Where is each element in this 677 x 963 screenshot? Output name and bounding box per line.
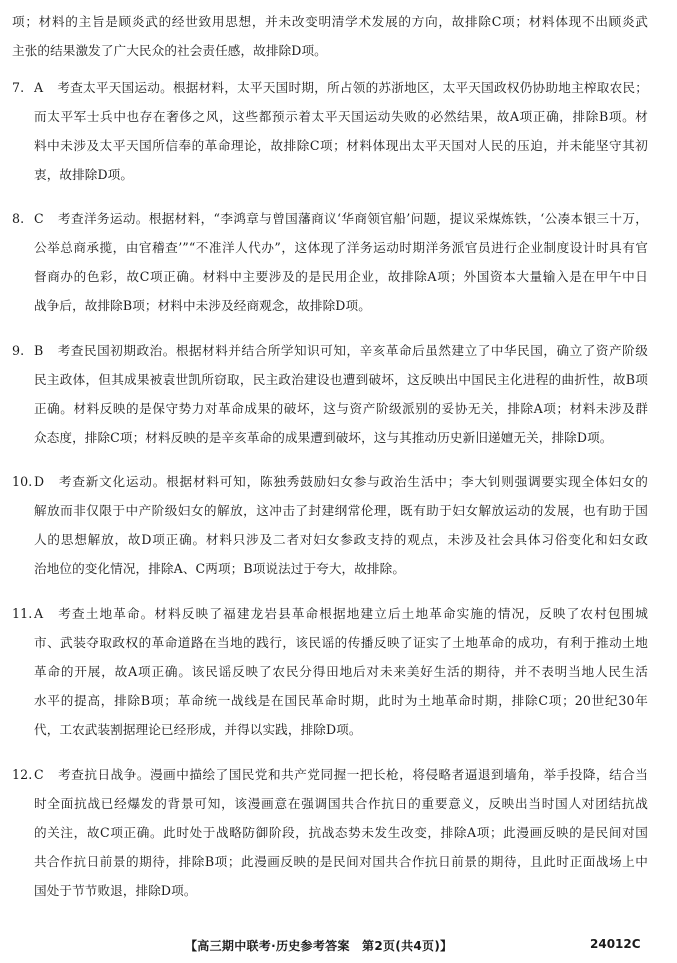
text-segment: 考查太平天国运动。根据材料，太平天国时期，所占领的苏浙地区，太平天国政权仍协助地主榨取农民； xyxy=(57,80,648,95)
text-segment: 考查抗日战争。漫画中描绘了国民党和共产党同握一把长枪，将侵略者逼退到墙角，举手投降，结合当 xyxy=(57,767,648,782)
text-line: 人的思想解放，故D项正确。材料只涉及二者对妇女参政支持的观点，未涉及社会具体习俗变化和妇女政 xyxy=(34,532,648,547)
answer-letter: A xyxy=(34,80,44,95)
answer-first-line xyxy=(12,80,648,96)
text-line: 国处于节节败退，排除D项。 xyxy=(34,883,197,898)
answer-number: 11. xyxy=(12,606,33,621)
text-segment: 考查土地革命。材料反映了福建龙岩县革命根据地建立后土地革命实施的情况，反映了农村包围城 xyxy=(57,606,648,621)
answer-number: 7. xyxy=(12,80,25,95)
text-line: 料中未涉及太平天国所信奉的革命理论，故排除C项；材料体现出太平天国对人民的压迫，并未能坚守其初 xyxy=(34,138,648,153)
answer-first-line xyxy=(12,343,648,359)
footer-code: 24012C xyxy=(590,937,641,951)
answer-letter: C xyxy=(34,211,44,226)
answer-first-line xyxy=(12,474,648,490)
page-footer xyxy=(0,937,677,955)
text-line: 督商办的色彩，故C项正确。材料中主要涉及的是民用企业，故排除A项；外国资本大量输入是在甲午中日 xyxy=(34,269,648,284)
answer-letter: D xyxy=(34,474,45,489)
text-line: 治地位的变化情况，排除A、C两项；B项说法过于夸大，故排除。 xyxy=(34,561,406,576)
text-line: 民主政体，但其成果被袁世凯所窃取，民主政治建设也遭到破坏，这反映出中国民主化进程的曲折性，故B项 xyxy=(34,372,648,387)
answer-letter: C xyxy=(34,767,44,782)
text-segment: 考查新文化运动。根据材料可知，陈独秀鼓励妇女参与政治生活中；李大钊则强调要实现全体妇女的 xyxy=(58,474,648,489)
text-line: 主张的结果激发了广大民众的社会责任感，故排除D项。 xyxy=(12,43,327,58)
text-line: 众态度，排除C项；材料反映的是辛亥革命的成果遭到破坏，这与其推动历史新旧递嬗无关，排除D项。 xyxy=(34,430,613,445)
text-segment: 考查民国初期政治。根据材料并结合所学知识可知，辛亥革命后虽然建立了中华民国，确立了资产阶级 xyxy=(57,343,648,358)
text-line: 共合作抗日前景的期待，排除B项；此漫画反映的是民间对国共合作抗日前景的期待，且此时正面战场上中 xyxy=(34,854,648,869)
text-line: 项；材料的主旨是顾炎武的经世致用思想，并未改变明清学术发展的方向，故排除C项；材料体现不出顾炎武 xyxy=(12,14,648,29)
text-line: 革命的开展，故A项正确。该民谣反映了农民分得田地后对未来美好生活的期待，并不表明当地人民生活 xyxy=(34,664,648,679)
answer-first-line xyxy=(12,211,648,227)
answer-letter: B xyxy=(34,343,44,358)
text-line: 战争后，故排除B项；材料中未涉及经商观念，故排除D项。 xyxy=(34,298,371,313)
answer-letter: A xyxy=(34,606,44,621)
answer-number: 9. xyxy=(12,343,25,358)
text-segment: 考查洋务运动。根据材料，“李鸿章与曾国藩商议‘华商领官船’问题，提议采煤炼铁，‘公凑本银三十万， xyxy=(57,211,648,226)
text-line: 正确。材料反映的是保守势力对革命成果的破坏，这与资产阶级派别的妥协无关，排除A项；材料未涉及群 xyxy=(34,401,648,416)
text-line: 解放而非仅限于中产阶级妇女的解放，这冲击了封建纲常伦理，既有助于妇女解放运动的发展，也有助于国 xyxy=(34,503,648,518)
text-line: 公举总商承揽，由官稽查’”“不准洋人代办”，这体现了洋务运动时期洋务派官员进行企业制度设计时具有官 xyxy=(34,240,648,255)
text-line: 时全面抗战已经爆发的背景可知，该漫画意在强调国共合作抗日的重要意义，反映出当时国人对团结抗战 xyxy=(34,796,648,811)
answer-number: 12. xyxy=(12,767,33,782)
footer-title: 【高三期中联考·历史参考答案 第2页(共4页)】 xyxy=(185,939,453,953)
answer-first-line xyxy=(12,606,648,622)
answer-number: 8. xyxy=(12,211,25,226)
answer-number: 10. xyxy=(12,474,33,489)
text-line: 衷，故排除D项。 xyxy=(34,167,134,182)
text-line: 的关注，故C项正确。此时处于战略防御阶段，抗战态势未发生改变，排除A项；此漫画反映的是民间对国 xyxy=(34,825,648,840)
text-line: 代，工农武装割据理论已经形成，并得以实践，排除D项。 xyxy=(34,722,362,737)
text-line: 而太平军士兵中也存在奢侈之风，这些都预示着太平天国运动失败的必然结果，故A项正确，排除B项。材 xyxy=(34,109,648,124)
answer-first-line xyxy=(12,767,648,783)
text-line: 市、武装夺取政权的革命道路在当地的践行，该民谣的传播反映了证实了土地革命的成功，有利于推动土地 xyxy=(34,635,648,650)
text-line: 水平的提高，排除B项；革命统一战线是在国民革命时期，此时为土地革命时期，排除C项；20世纪30年 xyxy=(34,693,648,708)
